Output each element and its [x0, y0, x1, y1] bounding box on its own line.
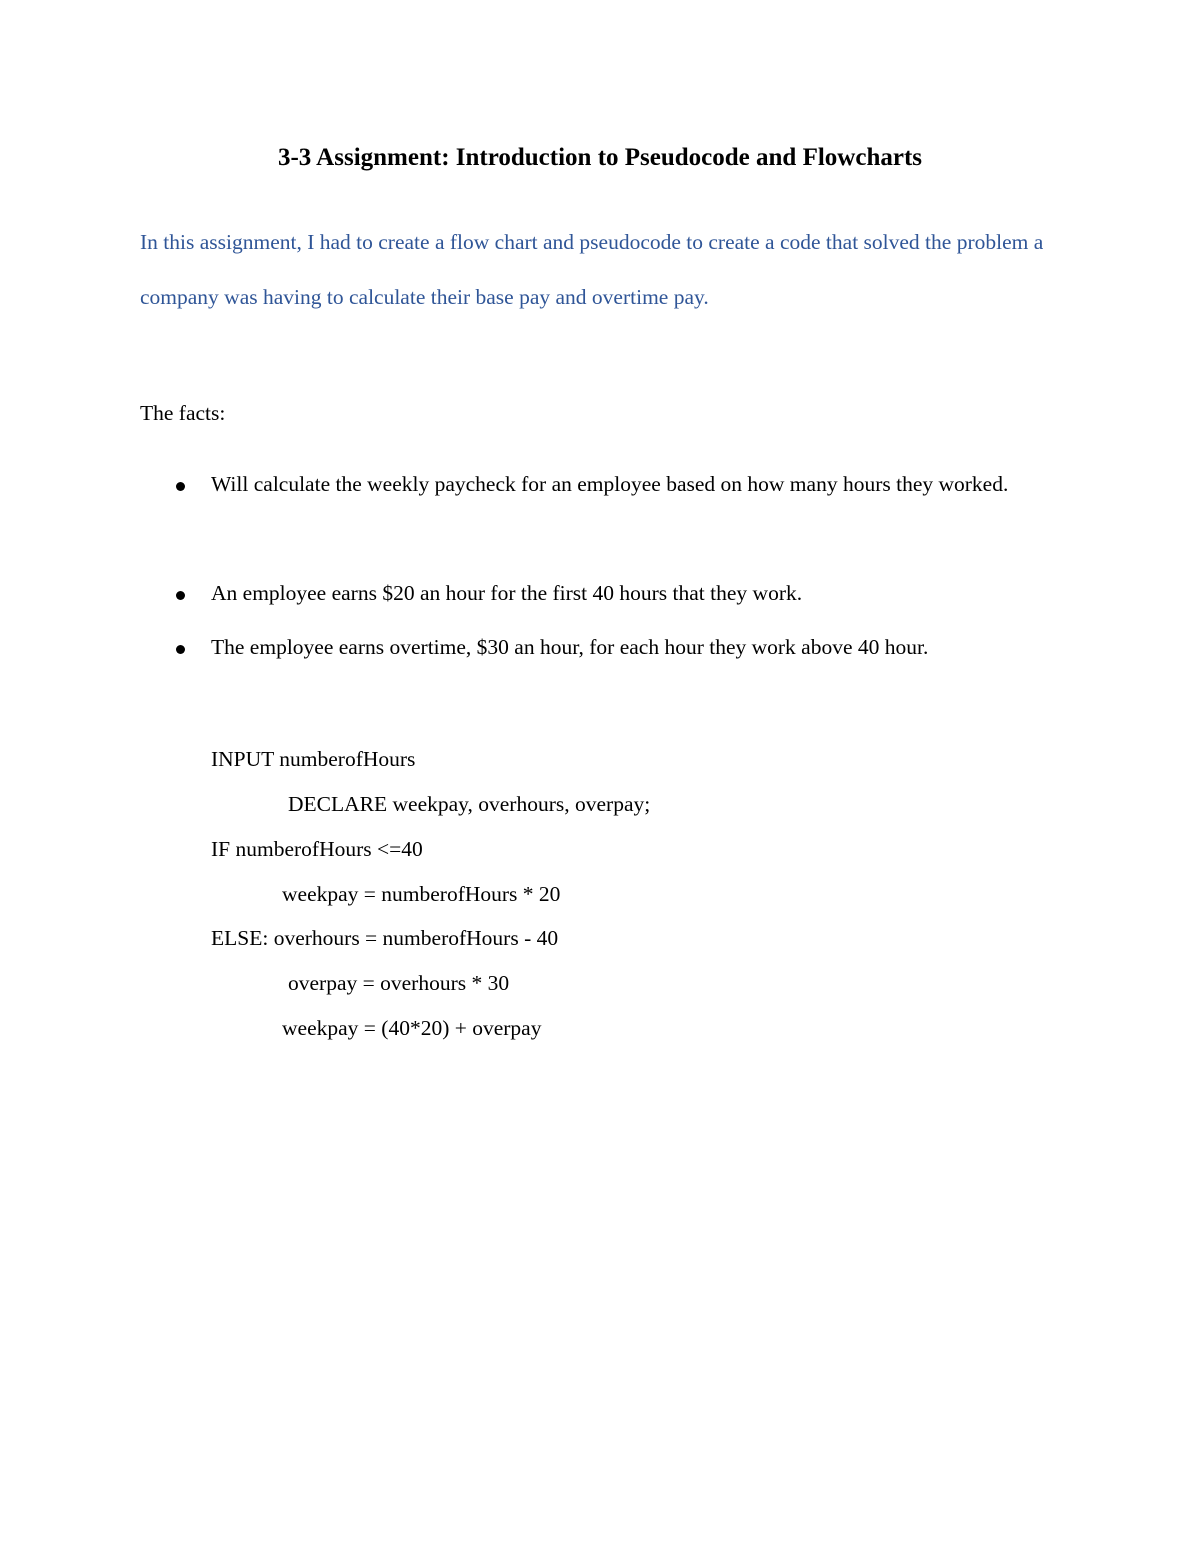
- pseudocode-line: weekpay = (40*20) + overpay: [282, 1016, 542, 1040]
- pseudocode-line: ELSE: overhours = numberofHours - 40: [211, 926, 559, 950]
- bullet-icon: [176, 482, 185, 491]
- pseudocode-line: weekpay = numberofHours * 20: [282, 882, 561, 906]
- bullet-icon: [176, 645, 185, 654]
- document-title: 3-3 Assignment: Introduction to Pseudocode and Flowcharts: [277, 144, 923, 171]
- pseudocode-line: overpay = overhours * 30: [288, 971, 510, 995]
- fact-text: The employee earns overtime, $30 an hour, for each hour they work above 40 hour.: [211, 635, 929, 659]
- bullet-icon: [176, 591, 185, 600]
- pseudocode-line: IF numberofHours <=40: [211, 837, 423, 861]
- pseudocode-line: DECLARE weekpay, overhours, overpay;: [288, 792, 651, 816]
- facts-heading: The facts:: [140, 401, 226, 425]
- fact-text: An employee earns $20 an hour for the first 40 hours that they work.: [211, 581, 803, 605]
- pseudocode-line: INPUT numberofHours: [211, 747, 416, 771]
- intro-paragraph: In this assignment, I had to create a flow chart and pseudocode to create a code that solved the problem a company was having to calculate their base pay and overtime pay.: [140, 230, 1044, 309]
- fact-text: Will calculate the weekly paycheck for an employee based on how many hours they worked.: [211, 472, 1009, 496]
